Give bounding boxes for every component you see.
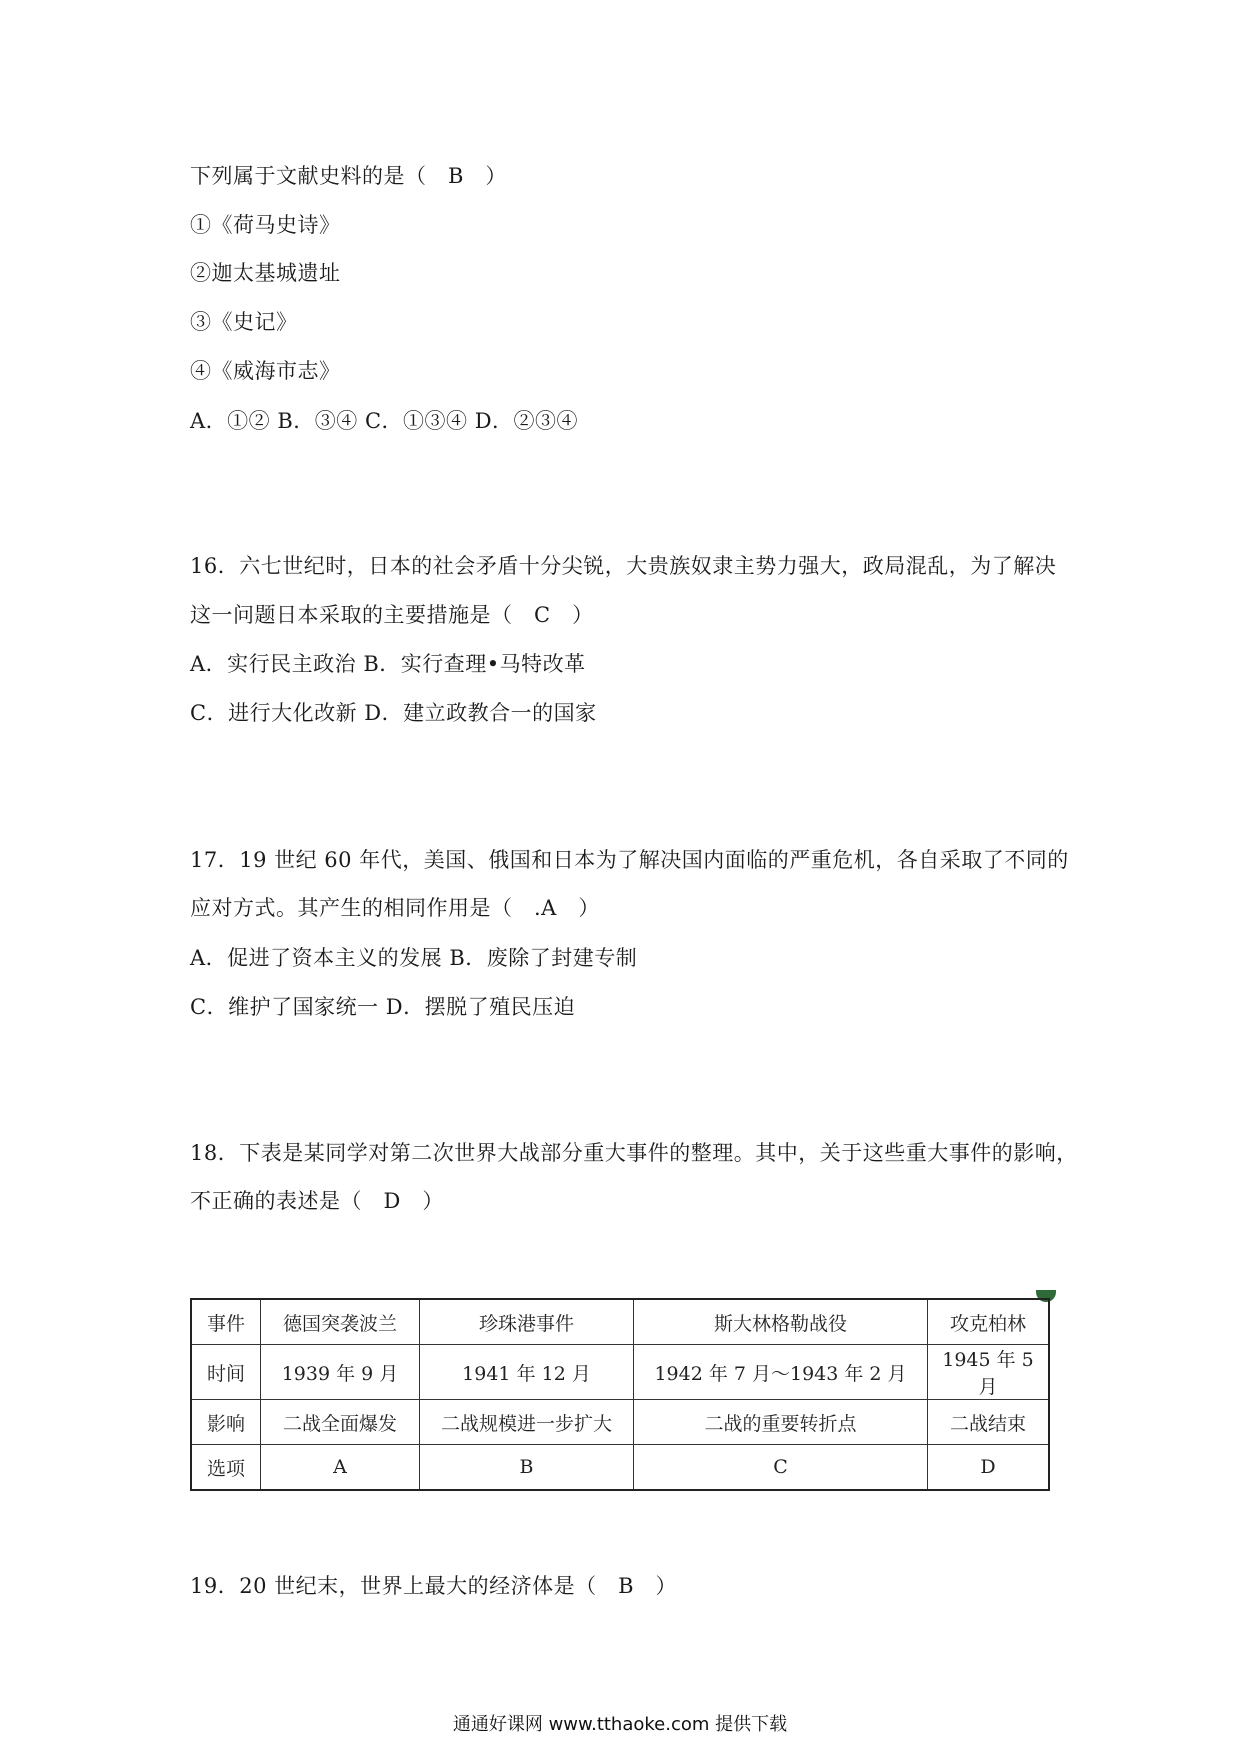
table-row	[191, 1400, 1049, 1445]
table-cell: 1941 年 12 月	[420, 1345, 634, 1400]
table-cell: A	[261, 1445, 420, 1491]
table-cell: 攻克柏林	[928, 1299, 1050, 1345]
table-row	[191, 1299, 1049, 1345]
q17-stem-line-1: 17．19 世纪 60 年代，美国、俄国和日本为了解决国内面临的严重危机，各自采取了不同的	[190, 848, 1069, 872]
q15-item-2: ②迦太基城遗址	[190, 261, 341, 285]
q15-item-4: ④《威海市志》	[190, 359, 341, 383]
q17-options-line-2: C．维护了国家统一 D．摆脱了殖民压迫	[190, 995, 576, 1019]
q19-stem: 19．20 世纪末，世界上最大的经济体是（ B ）	[190, 1574, 678, 1598]
table-cell: 选项	[191, 1445, 261, 1491]
table-cell: 德国突袭波兰	[261, 1299, 420, 1345]
table-cell: 二战全面爆发	[261, 1400, 420, 1445]
table-cell: D	[928, 1445, 1050, 1491]
q18-stem-line-2: 不正确的表述是（ D ）	[190, 1189, 444, 1213]
q18-stem-line-1: 18．下表是某同学对第二次世界大战部分重大事件的整理。其中，关于这些重大事件的影响，	[190, 1141, 1078, 1165]
table-cell: 斯大林格勒战役	[634, 1299, 928, 1345]
table-cell: 1942 年 7 月～1943 年 2 月	[634, 1345, 928, 1400]
table-cell: 1939 年 9 月	[261, 1345, 420, 1400]
table-cell: 时间	[191, 1345, 261, 1400]
table-row	[191, 1445, 1049, 1491]
table-cell: B	[420, 1445, 634, 1491]
table-cell: 事件	[191, 1299, 261, 1345]
table-cell: 二战规模进一步扩大	[420, 1400, 634, 1445]
table-cell: 珍珠港事件	[420, 1299, 634, 1345]
q15-item-1: ①《荷马史诗》	[190, 213, 341, 237]
q17-options-line-1: A．促进了资本主义的发展 B．废除了封建专制	[190, 946, 638, 970]
q15-stem: 下列属于文献史料的是（ B ）	[190, 164, 507, 188]
table-row	[191, 1345, 1049, 1400]
q15-item-3: ③《史记》	[190, 310, 298, 334]
table-cell: C	[634, 1445, 928, 1491]
ww2-events-table	[190, 1298, 1050, 1491]
table-cell: 影响	[191, 1400, 261, 1445]
q17-stem-line-2: 应对方式。其产生的相同作用是（ .A ）	[190, 896, 600, 920]
q16-options-line-2: C．进行大化改新 D．建立政教合一的国家	[190, 701, 597, 725]
page-footer: 通通好课网 www.tthaoke.com 提供下载	[452, 1714, 788, 1735]
table-cell: 1945 年 5 月	[928, 1345, 1050, 1400]
q16-options-line-1: A．实行民主政治 B．实行查理•马特改革	[190, 652, 586, 676]
q15-options: A．①② B．③④ C．①③④ D．②③④	[190, 409, 579, 433]
table-cell: 二战的重要转折点	[634, 1400, 928, 1445]
table-cell: 二战结束	[928, 1400, 1050, 1445]
q16-stem-line-1: 16．六七世纪时，日本的社会矛盾十分尖锐，大贵族奴隶主势力强大，政局混乱，为了解决	[190, 554, 1057, 578]
q16-stem-line-2: 这一问题日本采取的主要措施是（ C ）	[190, 603, 594, 627]
